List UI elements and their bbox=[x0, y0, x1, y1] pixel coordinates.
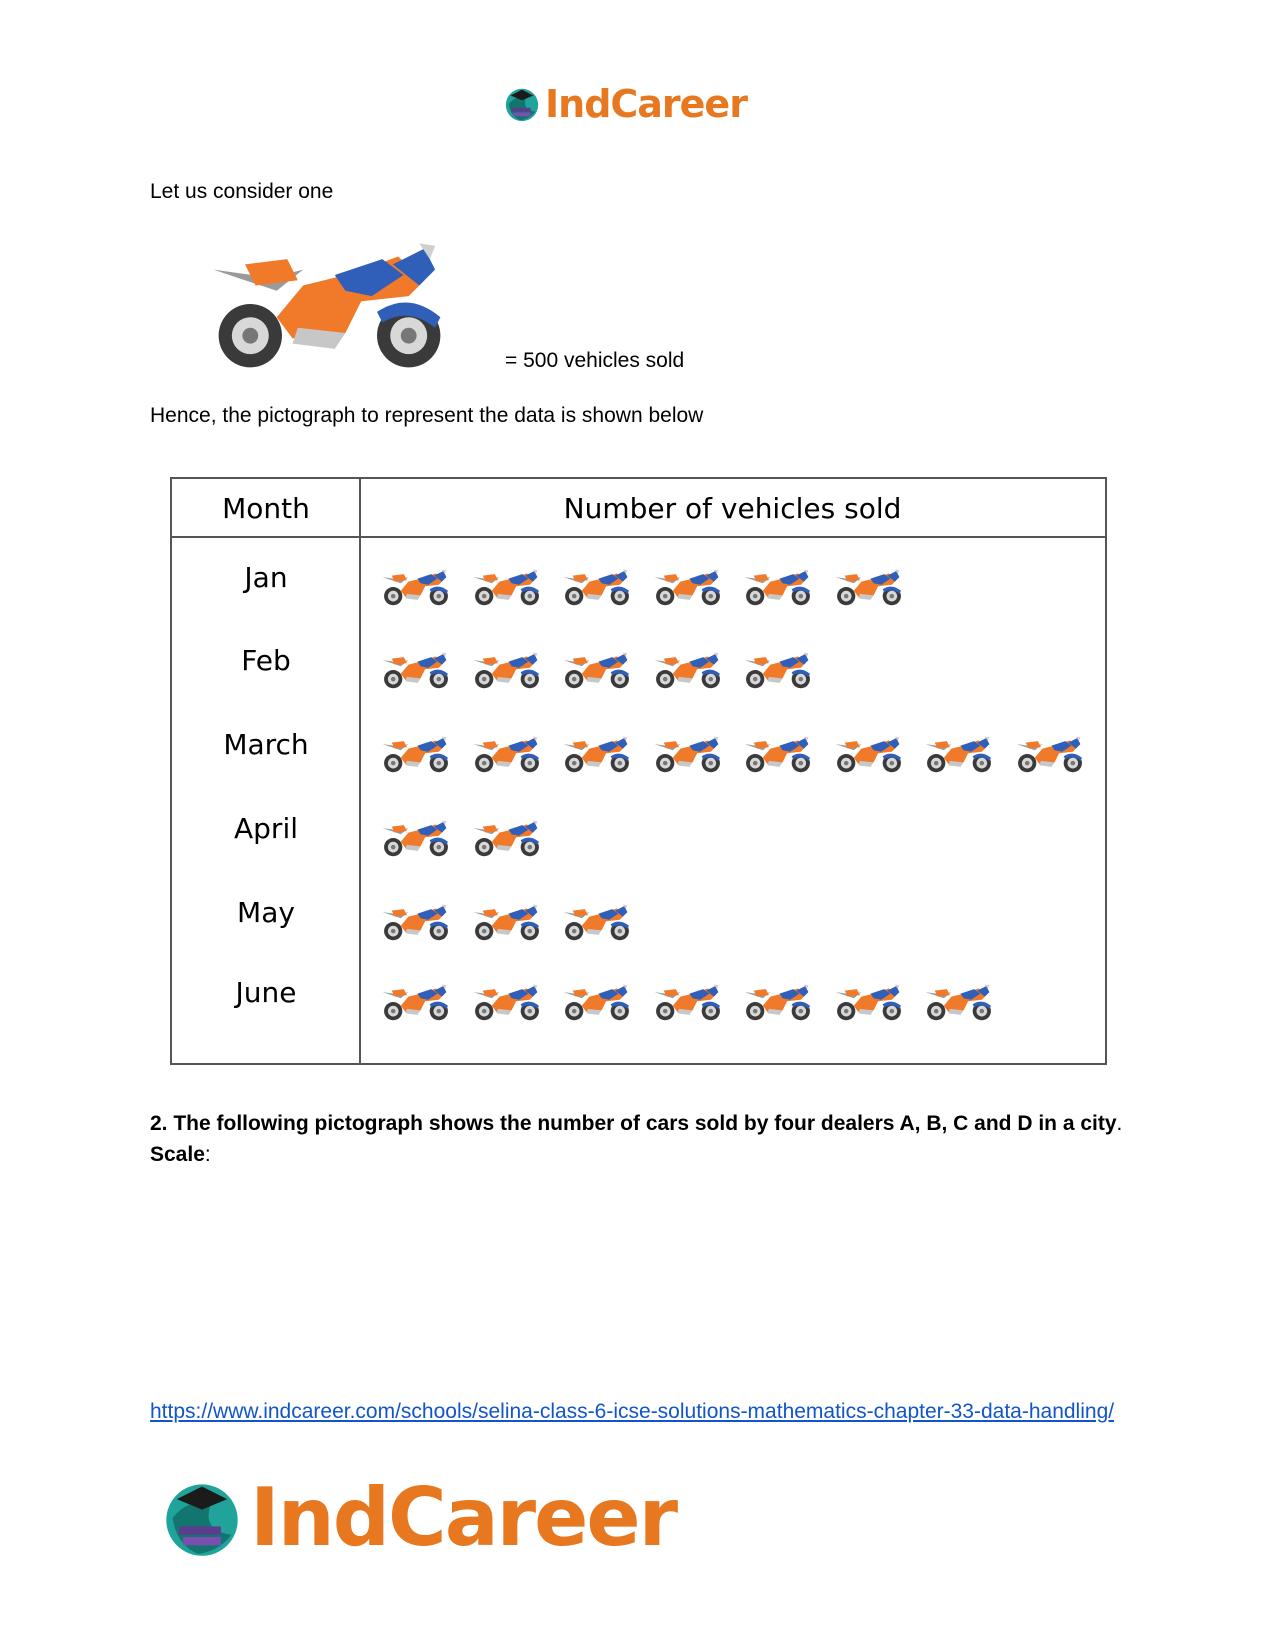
column-header-month: Month bbox=[222, 491, 310, 525]
motorcycle-icon bbox=[650, 982, 726, 1022]
motorcycle-icon bbox=[740, 650, 816, 690]
motorcycle-icon bbox=[921, 734, 997, 774]
scale-key-text: = 500 vehicles sold bbox=[505, 349, 685, 372]
motorcycle-icon bbox=[740, 567, 816, 607]
motorcycle-icon bbox=[378, 818, 454, 858]
scale-colon: : bbox=[204, 1143, 211, 1166]
question-2-dot: . bbox=[1116, 1112, 1123, 1135]
motorcycle-icon bbox=[378, 567, 454, 607]
motorcycle-icon bbox=[559, 902, 635, 942]
month-label: April bbox=[234, 812, 298, 845]
month-label: Jan bbox=[244, 561, 288, 594]
motorcycle-icon bbox=[469, 650, 545, 690]
header-logo-text: IndCareer bbox=[545, 82, 747, 126]
motorcycle-icon bbox=[469, 982, 545, 1022]
pictograph-row bbox=[378, 902, 1098, 946]
motorcycle-icon bbox=[469, 818, 545, 858]
footer-logo-text: IndCareer bbox=[250, 1471, 677, 1564]
column-header-count: Number of vehicles sold bbox=[563, 491, 902, 525]
motorcycle-icon bbox=[831, 567, 907, 607]
logo-globe-icon bbox=[503, 85, 541, 123]
month-label: March bbox=[223, 728, 309, 761]
motorcycle-icon bbox=[469, 734, 545, 774]
intro-line-1: Let us consider one bbox=[150, 180, 334, 203]
motorcycle-icon bbox=[650, 567, 726, 607]
motorcycle-icon bbox=[378, 650, 454, 690]
motorcycle-icon bbox=[740, 734, 816, 774]
motorcycle-icon bbox=[559, 567, 635, 607]
motorcycle-icon bbox=[740, 982, 816, 1022]
month-label: Feb bbox=[241, 644, 291, 677]
motorcycle-icon bbox=[921, 982, 997, 1022]
motorcycle-icon bbox=[378, 734, 454, 774]
source-link[interactable]: https://www.indcareer.com/schools/selina-class-6-icse-solutions-mathematics-chapter-33-data-handling/ bbox=[150, 1400, 1115, 1423]
pictograph-row bbox=[378, 818, 1098, 862]
pictograph-row bbox=[378, 650, 1098, 694]
month-label: June bbox=[235, 976, 297, 1009]
motorcycle-icon bbox=[559, 734, 635, 774]
intro-line-2: Hence, the pictograph to represent the data is shown below bbox=[150, 404, 704, 427]
month-label: May bbox=[237, 896, 295, 929]
question-2 bbox=[150, 1108, 1135, 1170]
footer-logo bbox=[160, 1465, 700, 1570]
motorcycle-icon bbox=[650, 734, 726, 774]
motorcycle-icon bbox=[831, 982, 907, 1022]
motorcycle-icon bbox=[378, 982, 454, 1022]
motorcycle-icon bbox=[1012, 734, 1088, 774]
pictograph-row bbox=[378, 982, 1098, 1026]
question-2-text: 2. The following pictograph shows the number of cars sold by four dealers A, B, C and D in a city bbox=[150, 1112, 1117, 1135]
header-logo bbox=[503, 80, 773, 128]
pictograph-row bbox=[378, 567, 1098, 611]
logo-globe-icon bbox=[160, 1476, 244, 1560]
motorcycle-icon bbox=[469, 902, 545, 942]
scale-label: Scale bbox=[150, 1143, 205, 1166]
header-divider bbox=[172, 536, 1105, 538]
motorcycle-icon bbox=[650, 650, 726, 690]
motorcycle-icon bbox=[831, 734, 907, 774]
motorcycle-key-icon bbox=[162, 238, 497, 370]
motorcycle-icon bbox=[469, 567, 545, 607]
pictograph-table bbox=[170, 477, 1107, 1065]
motorcycle-icon bbox=[378, 902, 454, 942]
motorcycle-icon bbox=[559, 982, 635, 1022]
motorcycle-icon bbox=[559, 650, 635, 690]
pictograph-row bbox=[378, 734, 1098, 778]
